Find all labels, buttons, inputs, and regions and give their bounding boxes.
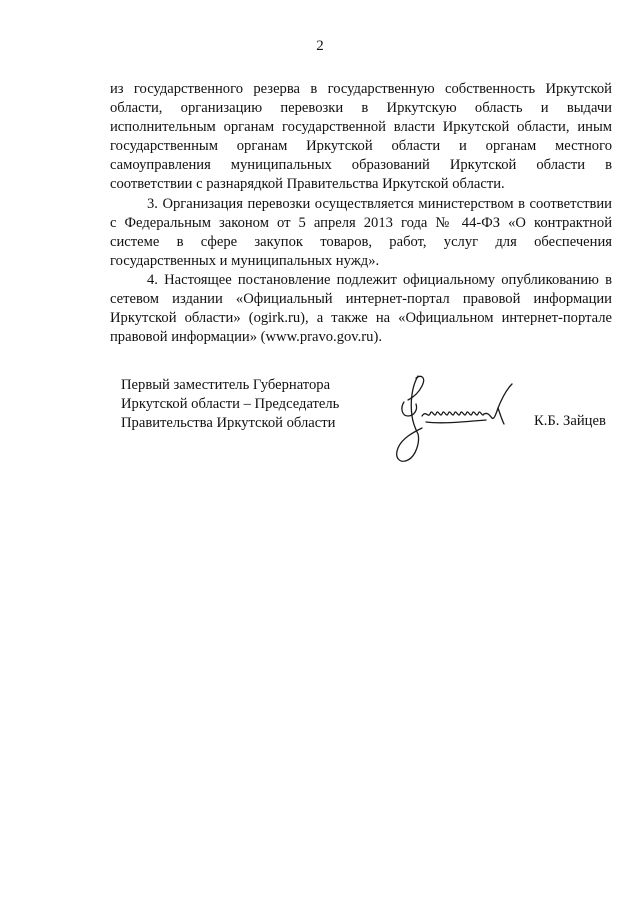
document-body xyxy=(110,80,612,347)
signatory-name: К.Б. Зайцев xyxy=(534,413,606,429)
signatory-position-line-2: Иркутской области – Председатель xyxy=(121,396,340,412)
signatory-position xyxy=(121,376,339,433)
page-number: 2 xyxy=(316,38,324,54)
signatory-position-line-1: Первый заместитель Губернатора xyxy=(121,377,331,393)
paragraph-continuation: из государственного резерва в государственную собственность Иркутской области, организацию перевозки в Иркутскую область и выдачи исполнительным органам государственной власти Иркутской области, иным государственным органам Иркутской области и органам местного самоуправления муниципальных образований Иркутской области в соответствии с разнарядкой Правительства Иркутской области. xyxy=(110,81,612,193)
paragraph-4: 4. Настоящее постановление подлежит официальному опубликованию в сетевом издании «Официальный интернет-портал правовой информации Иркутской области» (ogirk.ru), а также на «Официальном интернет-портале правовой информации» (www.pravo.gov.ru). xyxy=(110,271,612,346)
signatory-position-line-3: Правительства Иркутской области xyxy=(121,415,336,431)
paragraph-3: 3. Организация перевозки осуществляется министерством в соответствии с Федеральным законом от 5 апреля 2013 года № 44-ФЗ «О контрактной системе в сфере закупок товаров, работ, услуг для обеспечения государственных и муниципальных нужд». xyxy=(110,195,612,269)
handwritten-signature-icon xyxy=(382,372,522,472)
